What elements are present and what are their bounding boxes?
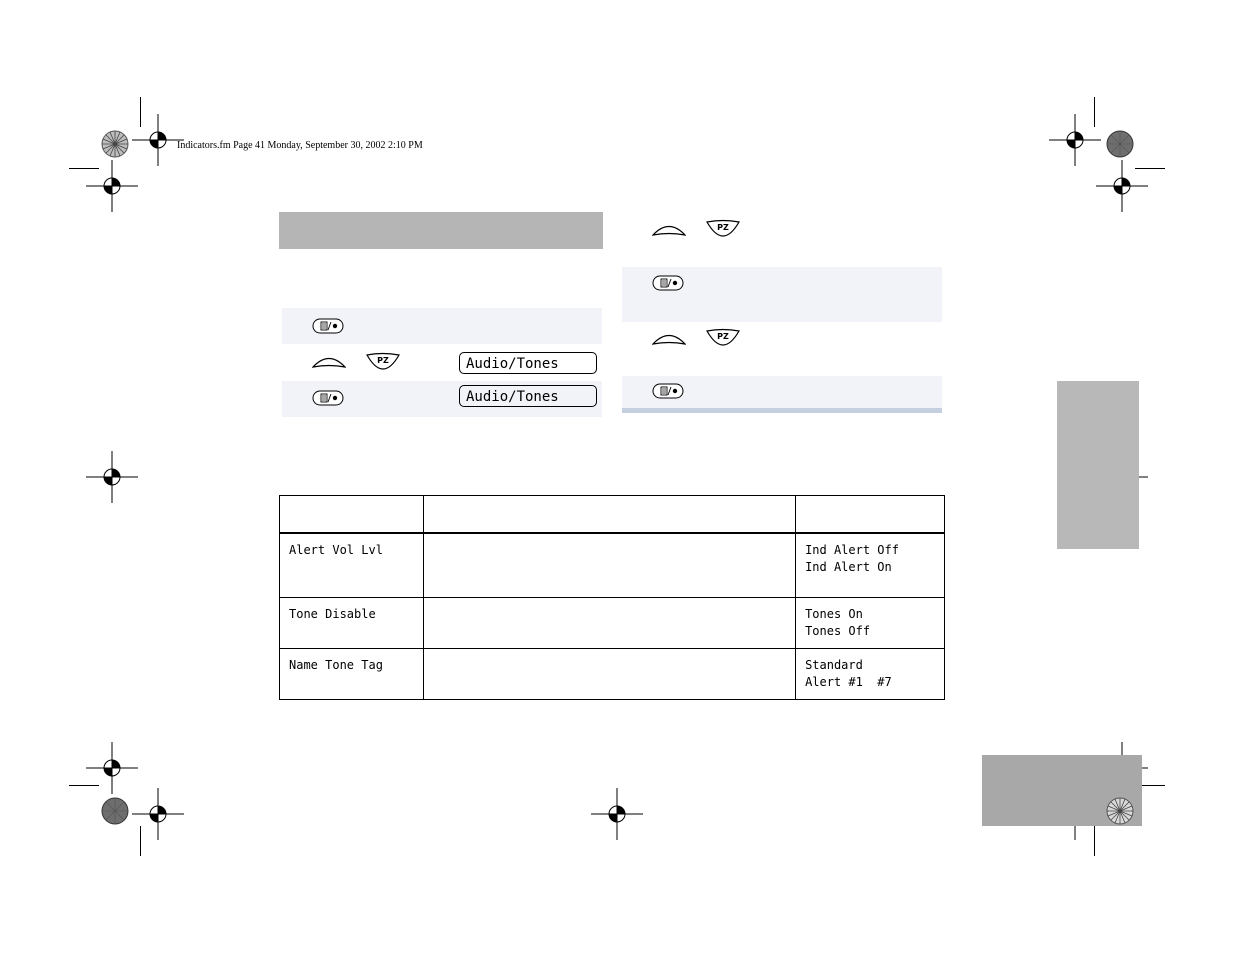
option-settings [796, 533, 945, 597]
table-row [280, 533, 945, 597]
rosette-mark-icon [101, 130, 129, 158]
options-table [279, 495, 945, 700]
table-header-row [280, 496, 945, 534]
menu-select-button-icon [312, 390, 344, 406]
setting-value: Standard [805, 657, 863, 672]
header-cell-description [423, 496, 795, 534]
trim-line [140, 97, 141, 127]
trim-line [1135, 168, 1165, 169]
option-description [423, 597, 795, 648]
option-name: Tone Disable [280, 597, 424, 648]
step-row-r2 [622, 267, 942, 322]
pz-button-icon [706, 328, 740, 346]
menu-select-button-icon [312, 318, 344, 334]
rosette-mark-icon [1106, 130, 1134, 158]
registration-mark-icon [591, 788, 643, 840]
display-screen: Audio/Tones [459, 352, 597, 374]
header-cell-settings [796, 496, 945, 534]
section-end-rule [622, 408, 942, 413]
trim-line [69, 785, 99, 786]
trim-line [69, 168, 99, 169]
step-row-r4 [622, 376, 942, 408]
rosette-mark-icon [101, 797, 129, 825]
trim-line [1094, 97, 1095, 127]
option-settings [796, 597, 945, 648]
registration-mark-icon [86, 742, 138, 794]
trim-line [140, 826, 141, 856]
table-row [280, 648, 945, 699]
option-description [423, 648, 795, 699]
table-row [280, 597, 945, 648]
step-row-1 [282, 308, 602, 344]
menu-select-button-icon [652, 383, 684, 399]
option-description [423, 533, 795, 597]
file-info-line: Indicators.fm Page 41 Monday, September 30, 2002 2:10 PM [177, 140, 423, 151]
svg-text:PZ: PZ [717, 332, 729, 341]
display-screen: Audio/Tones [459, 385, 597, 407]
step-row-r1 [622, 212, 942, 264]
setting-value: Tones Off [805, 623, 871, 638]
option-name: Alert Vol Lvl [280, 533, 424, 597]
setting-value: Ind Alert Off [805, 543, 899, 557]
menu-select-button-icon [652, 275, 684, 291]
pz-button-icon [366, 352, 400, 370]
svg-text:PZ: PZ [377, 356, 389, 365]
pz-button-icon [706, 219, 740, 237]
setting-value: Alert #1 #7 [805, 674, 892, 689]
step-row-2 [282, 346, 602, 380]
header-cell-option [280, 496, 424, 534]
rosette-mark-icon [1106, 797, 1134, 825]
chapter-tab [1057, 381, 1139, 549]
svg-text:PZ: PZ [717, 223, 729, 232]
up-arrow-button-icon [652, 222, 686, 238]
setting-value: Tones On [805, 606, 863, 621]
registration-mark-icon [86, 451, 138, 503]
option-settings [796, 648, 945, 699]
trim-line [1094, 826, 1095, 856]
up-arrow-button-icon [312, 354, 346, 370]
option-name: Name Tone Tag [280, 648, 424, 699]
setting-value: Ind Alert On [805, 560, 892, 574]
step-row-r3 [622, 323, 942, 375]
step-row-3 [282, 381, 602, 417]
up-arrow-button-icon [652, 331, 686, 347]
section-header-bar [279, 212, 603, 249]
